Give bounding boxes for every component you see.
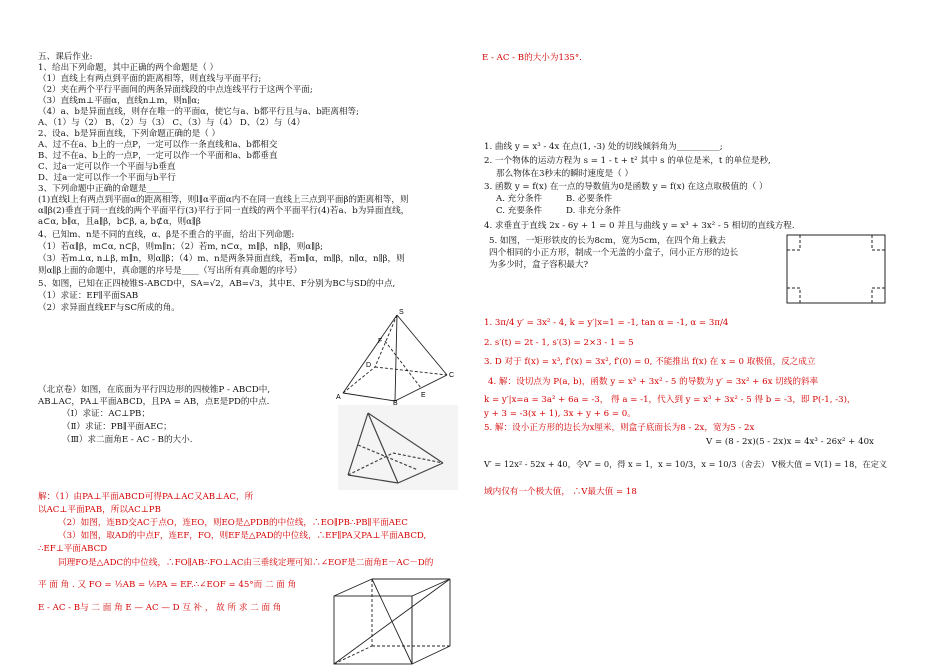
solution-line-6: 同理FO是△ADC的中位线，∴FO∥AB∴FO⊥AC由三垂线定理可知∴∠EOF是二面角E－AC－D的 bbox=[58, 558, 434, 568]
label-b: B bbox=[393, 400, 398, 405]
q2-option-a: A、过不在a、b上的一点P，一定可以作一条直线和a、b都相交 bbox=[38, 140, 278, 150]
answer-5-line-3: V′ = 12x² - 52x + 40，令V′ = 0，得 x = 1，x = 10/3，x = 10/3（舍去） V极大值 = V(1) = 18，在定义 bbox=[484, 459, 888, 469]
q1-proposition-3: （3）直线m⊥平面α，直线n⊥m，则n∥α; bbox=[38, 96, 201, 106]
label-e: E bbox=[421, 392, 426, 399]
beijing-line-1: （北京卷）如图，在底面为平行四边形的四棱锥P - ABCD中, bbox=[38, 385, 271, 395]
answer-5-line-2: V = (8 - 2x)(5 - 2x)x = 4x³ - 26x² + 40x bbox=[706, 437, 874, 447]
beijing-line-2: AB⊥AC，PA⊥平面ABCD，且PA = AB，点E是PD的中点. bbox=[38, 397, 270, 407]
q3-line-2: α∥β(2)垂直于同一直线的两个平面平行(3)平行于同一直线的两个平面平行(4)若a、b为异面直线， bbox=[38, 206, 410, 216]
answer-4-line-1: 4. 解：设切点为 P(a, b)，函数 y = x³ + 3x² - 5 的导数为 y′ = 3x² + 6x 切线的斜率 bbox=[488, 377, 819, 387]
beijing-part-iii: （Ⅲ）求二面角E - AC - B的大小. bbox=[62, 435, 193, 445]
solution-line-1: 解：（1）由PA⊥平面ABCD可得PA⊥AC又AB⊥AC，所 bbox=[38, 492, 254, 502]
q4-line-4: 则α∥β上面的命题中，真命题的序号是____（写出所有真命题的序号） bbox=[38, 266, 302, 276]
rq3-option-a: A. 充分条件 bbox=[496, 194, 543, 204]
solution-line-3: （2）如图，连BD交AC于点O，连EO，则EO是△PDB的中位线，∴EO∥PB∴PB∥平面AEC bbox=[58, 518, 408, 528]
q2-option-d: D、过a一定可以作一个平面与b平行 bbox=[38, 173, 176, 183]
rq5-line-3: 为多少时，盒子容积最大? bbox=[489, 260, 589, 270]
q4-line-1: 4、已知m、n是不同的直线，α、β是不重合的平面，给出下列命题: bbox=[38, 230, 295, 240]
q1-proposition-1: （1）直线上有两点到平面的距离相等，则直线与平面平行; bbox=[38, 74, 262, 84]
answer-2: 2. s′(t) = 2t - 1, s′(3) = 2×3 - 1 = 5 bbox=[484, 338, 634, 348]
solution-line-4: （3）如图，取AD的中点F，连EF，FO，则EF是△PAD的中位线，∴EF∥PA又PA⊥平面ABCD, bbox=[58, 531, 427, 541]
q4-line-3: （3）若m⊥α, n⊥β, m∥n，则α∥β；（4）m、n是两条异面直线，若m∥α，m∥β，n∥α，n∥β，则 bbox=[38, 254, 405, 264]
q1-proposition-4: （4）a、b是异面直线，则存在唯一的平面α，使它与a、b都平行且与a、b距离相等; bbox=[38, 107, 360, 117]
label-a: A bbox=[336, 394, 341, 401]
rq5-line-2: 四个相同的小正方形，制成一个无盖的小盒子，问小正方形的边长 bbox=[489, 248, 739, 258]
q5-line-3: （2）求异面直线EF与SC所成的角。 bbox=[38, 303, 180, 313]
solution-line-5: ∴EF⊥平面ABCD bbox=[38, 544, 108, 554]
q3-stem: 3、下列命题中正确的命题是______ bbox=[38, 184, 173, 194]
rq3: 3. 函数 y = f(x) 在一点的导数值为0是函数 y = f(x) 在这点取极值的（ ） bbox=[484, 182, 768, 192]
right-top-answer: E - AC - B的大小为135°. bbox=[482, 53, 582, 63]
rq2-line-1: 2. 一个物体的运动方程为 s = 1 - t + t² 其中 s 的单位是米，t 的单位是秒, bbox=[484, 156, 771, 166]
q2-option-c: C、过a一定可以作一个平面与b垂直 bbox=[38, 162, 176, 172]
rq2-line-2: 那么物体在3秒末的瞬时速度是（ ） bbox=[496, 169, 634, 179]
label-s: S bbox=[399, 309, 404, 316]
q2-option-b: B、过不在a、b上的一点P，一定可以作一个平面和a、b都垂直 bbox=[38, 151, 278, 161]
label-c: C bbox=[449, 372, 455, 379]
q1-options: A、（1）与（2） B、（2）与（3） C、（3）与（4） D、（2）与（4） bbox=[38, 118, 305, 128]
answer-3: 3. D 对于 f(x) = x³, f′(x) = 3x², f′(0) = 0, 不能推出 f(x) 在 x = 0 取极值，反之成立 bbox=[484, 357, 816, 367]
rq1: 1. 曲线 y = x³ - 4x 在点(1, -3) 处的切线倾斜角为__________; bbox=[484, 142, 723, 152]
answer-1: 1. 3π/4 y′ = 3x² - 4, k = y′|x=1 = -1, tan α = -1, α = 3π/4 bbox=[484, 318, 729, 328]
q2-stem: 2、设a、b是异面直线，下列命题正确的是（ ） bbox=[38, 129, 221, 139]
q1-stem: 1、给出下列命题，其中正确的两个命题是（ ） bbox=[38, 63, 219, 73]
q3-line-1: (1)直线l上有两点到平面α的距离相等，则l∥α平面α内不在同一直线上三点到平面β的距离相等，则 bbox=[38, 195, 409, 205]
pyramid-figure bbox=[335, 305, 460, 405]
q5-line-2: （1）求证：EF∥平面SAB bbox=[38, 291, 139, 301]
pyramid-sketch bbox=[338, 405, 458, 490]
tin-sheet-figure bbox=[786, 234, 886, 304]
q1-proposition-2: （2）夹在两个平行平面间的两条异面线段的中点连线平行于这两个平面; bbox=[38, 85, 313, 95]
beijing-part-ii: （Ⅱ）求证：PB∥平面AEC； bbox=[62, 422, 172, 432]
q4-line-2: （1）若α∥β，m⊂α, n⊂β，则m∥n；（2）若m, n⊂α，m∥β，n∥β，则α∥β; bbox=[38, 242, 324, 252]
q3-line-3: a⊂α, b∥α，且a∥β，b⊂β, a, b⊄α，则α∥β bbox=[38, 217, 201, 227]
answer-4-line-3: y + 3 = -3(x + 1), 3x + y + 6 = 0。 bbox=[484, 409, 636, 419]
beijing-part-i: （Ⅰ）求证：AC⊥PB； bbox=[62, 409, 150, 419]
homework-title: 五、课后作业: bbox=[38, 52, 93, 62]
solution-line-7: 平 面 角 . 又 FO = ½AB = ½PA = EF.∴∠EOF = 45°而 二 面 角 bbox=[38, 580, 297, 590]
rq3-option-d: D. 非充分条件 bbox=[566, 206, 622, 216]
rq3-option-b: B. 必要条件 bbox=[566, 194, 613, 204]
answer-4-line-2: k = y′|x=a = 3a² + 6a = -3， 得 a = -1，代入到 y = x³ + 3x² - 5 得 b = -3，即 P(-1, -3)， bbox=[484, 395, 856, 405]
label-d: D bbox=[366, 362, 372, 369]
q5-line-1: 5、如图，已知在正四棱锥S-ABCD中，SA=√2，AB=√3，其中E、F分别为BC与SD的中点, bbox=[38, 279, 396, 289]
cube-figure bbox=[326, 576, 466, 668]
answer-5-line-1: 5. 解：设小正方形的边长为x厘米，则盒子底面长为8 - 2x，宽为5 - 2x bbox=[484, 423, 755, 433]
label-f: F bbox=[378, 338, 383, 345]
solution-line-8: E - AC - B与 二 面 角 E — AC — D 互 补 ， 故 所 求 二 面 角 bbox=[38, 603, 282, 613]
rq3-option-c: C. 充要条件 bbox=[496, 206, 543, 216]
rq5-line-1: 5. 如图，一矩形铁皮的长为8cm，宽为5cm，在四个角上截去 bbox=[489, 236, 726, 246]
solution-line-2: 以AC⊥平面PAB，所以AC⊥PB bbox=[38, 505, 161, 515]
rq4: 4. 求垂直于直线 2x - 6y + 1 = 0 并且与曲线 y = x³ + 3x² - 5 相切的直线方程. bbox=[484, 221, 795, 231]
answer-5-line-4: 域内仅有一个极大值， ∴V最大值 = 18 bbox=[484, 487, 637, 497]
